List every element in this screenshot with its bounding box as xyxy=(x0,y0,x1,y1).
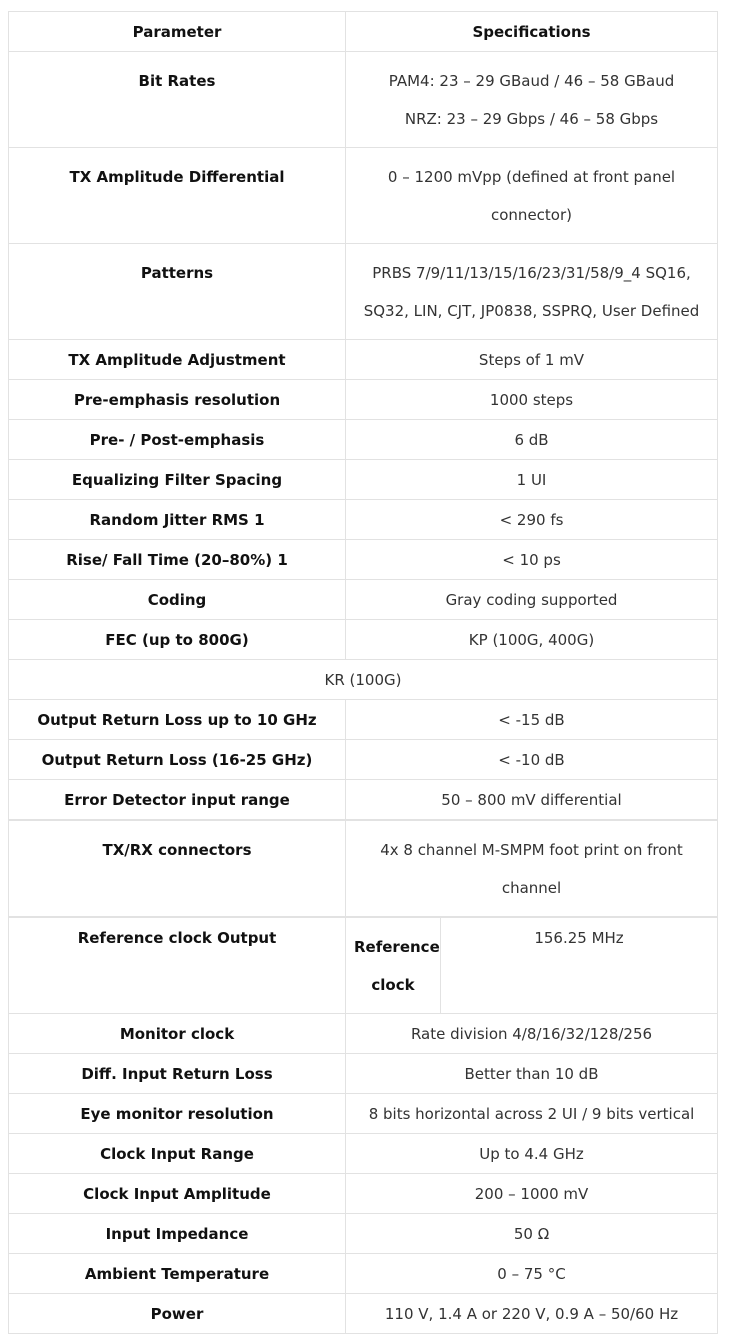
value-line: NRZ: 23 – 29 Gbps / 46 – 58 Gbps xyxy=(404,110,659,128)
specifications-table xyxy=(8,11,718,1334)
row-label: Patterns xyxy=(9,244,346,340)
row-label: Bit Rates xyxy=(9,52,346,148)
row-label: Ambient Temperature xyxy=(9,1254,346,1294)
row-label: Output Return Loss (16-25 GHz) xyxy=(9,740,346,780)
table-row xyxy=(9,148,718,244)
row-label: Reference clock Output xyxy=(9,917,346,1014)
table-row xyxy=(9,1014,718,1054)
row-value: 156.25 MHz xyxy=(441,917,718,1014)
header-parameter: Parameter xyxy=(9,12,346,52)
row-label: Diff. Input Return Loss xyxy=(9,1054,346,1094)
value-line: channel xyxy=(501,879,562,897)
value-line: 4x 8 channel M-SMPM foot print on front xyxy=(380,841,683,859)
row-value: KP (100G, 400G) xyxy=(346,620,718,660)
header-specifications: Specifications xyxy=(346,12,718,52)
table-row xyxy=(9,52,718,148)
table-row xyxy=(9,420,718,460)
table-row xyxy=(9,460,718,500)
table-row xyxy=(9,1214,718,1254)
table-row xyxy=(9,500,718,540)
row-label: TX Amplitude Differential xyxy=(9,148,346,244)
row-value: Better than 10 dB xyxy=(346,1054,718,1094)
row-value: 1000 steps xyxy=(346,380,718,420)
row-value: 6 dB xyxy=(346,420,718,460)
row-value xyxy=(346,244,718,340)
table-row xyxy=(9,1054,718,1094)
table-row xyxy=(9,1174,718,1214)
table-row xyxy=(9,340,718,380)
row-value: < 290 fs xyxy=(346,500,718,540)
row-label: FEC (up to 800G) xyxy=(9,620,346,660)
row-value: 50 – 800 mV differential xyxy=(346,780,718,821)
row-value: < 10 ps xyxy=(346,540,718,580)
row-value: 1 UI xyxy=(346,460,718,500)
row-sub-label xyxy=(346,917,441,1014)
row-label: Eye monitor resolution xyxy=(9,1094,346,1134)
table-row xyxy=(9,580,718,620)
row-value: 8 bits horizontal across 2 UI / 9 bits vertical xyxy=(346,1094,718,1134)
row-label: Input Impedance xyxy=(9,1214,346,1254)
row-label: Pre-emphasis resolution xyxy=(9,380,346,420)
row-label: Error Detector input range xyxy=(9,780,346,821)
table-row xyxy=(9,1134,718,1174)
row-label: Rise/ Fall Time (20–80%) 1 xyxy=(9,540,346,580)
table-row xyxy=(9,820,718,917)
row-label: TX Amplitude Adjustment xyxy=(9,340,346,380)
row-value xyxy=(346,820,718,917)
row-label: Power xyxy=(9,1294,346,1334)
value-line: PAM4: 23 – 29 GBaud / 46 – 58 GBaud xyxy=(388,72,675,90)
row-value xyxy=(346,148,718,244)
table-row xyxy=(9,660,718,700)
row-value: Up to 4.4 GHz xyxy=(346,1134,718,1174)
row-label: Output Return Loss up to 10 GHz xyxy=(9,700,346,740)
row-label: Equalizing Filter Spacing xyxy=(9,460,346,500)
row-label: Pre- / Post-emphasis xyxy=(9,420,346,460)
row-label: TX/RX connectors xyxy=(9,820,346,917)
row-value: < -15 dB xyxy=(346,700,718,740)
row-value: Steps of 1 mV xyxy=(346,340,718,380)
row-value: Gray coding supported xyxy=(346,580,718,620)
table-header-row xyxy=(9,12,718,52)
table-row xyxy=(9,1254,718,1294)
row-value xyxy=(346,52,718,148)
row-value: 200 – 1000 mV xyxy=(346,1174,718,1214)
row-label: Clock Input Amplitude xyxy=(9,1174,346,1214)
table-row xyxy=(9,540,718,580)
value-line: 0 – 1200 mVpp (defined at front panel xyxy=(387,168,676,186)
table-row xyxy=(9,917,718,1014)
value-line: SQ32, LIN, CJT, JP0838, SSPRQ, User Defined xyxy=(363,302,700,320)
row-value: Rate division 4/8/16/32/128/256 xyxy=(346,1014,718,1054)
table-row xyxy=(9,700,718,740)
table-row xyxy=(9,244,718,340)
value-line: connector) xyxy=(491,206,572,224)
table-row xyxy=(9,620,718,660)
row-label: Coding xyxy=(9,580,346,620)
table-row xyxy=(9,380,718,420)
sub-label-line: Reference xyxy=(354,938,440,956)
row-label: Monitor clock xyxy=(9,1014,346,1054)
row-value: < -10 dB xyxy=(346,740,718,780)
row-label: Random Jitter RMS 1 xyxy=(9,500,346,540)
table-row xyxy=(9,740,718,780)
sub-label-line: clock xyxy=(371,976,415,994)
row-value: 110 V, 1.4 A or 220 V, 0.9 A – 50/60 Hz xyxy=(346,1294,718,1334)
table-row xyxy=(9,1094,718,1134)
row-value: 0 – 75 °C xyxy=(346,1254,718,1294)
value-line: PRBS 7/9/11/13/15/16/23/31/58/9_4 SQ16, xyxy=(372,264,691,282)
row-value-full-width: KR (100G) xyxy=(9,660,718,700)
row-label: Clock Input Range xyxy=(9,1134,346,1174)
row-value: 50 Ω xyxy=(346,1214,718,1254)
table-row xyxy=(9,780,718,821)
